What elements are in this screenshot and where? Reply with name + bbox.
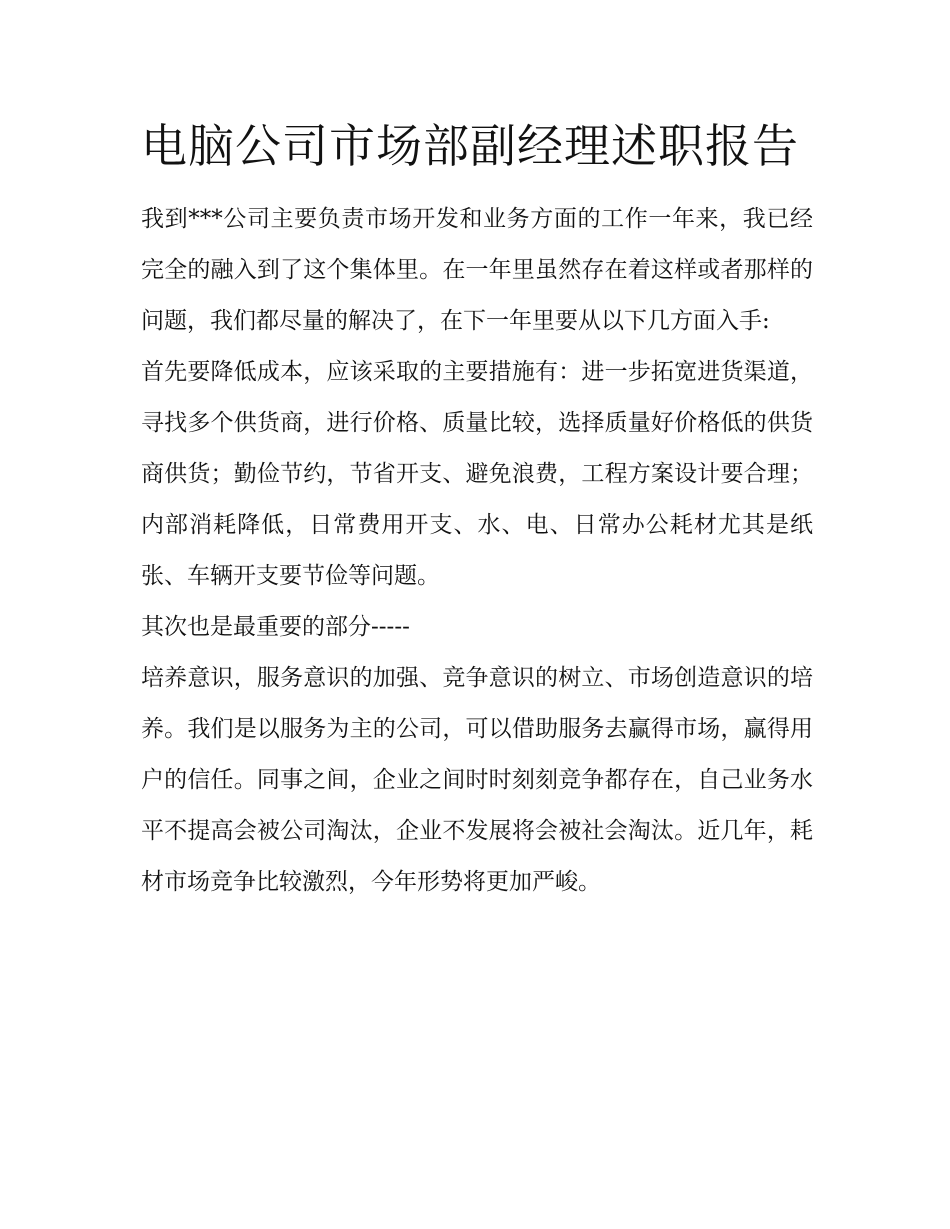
document-title: 电脑公司市场部副经理述职报告 [141, 119, 799, 173]
paragraph-awareness: 培养意识，服务意识的加强、竞争意识的树立、市场创造意识的培养。我们是以服务为主的公司，可以借助服务去赢得市场，赢得用户的信任。同事之间，企业之间时时刻刻竞争都存在，自己业务水平不提高会被公司淘汰，企业不发展将会被社会淘汰。近几年，耗材市场竞争比较激烈，今年形势将更加严峻。 [141, 665, 813, 895]
paragraph-intro: 我到***公司主要负责市场开发和业务方面的工作一年来，我已经完全的融入到了这个集体里。在一年里虽然存在着这样或者那样的问题，我们都尽量的解决了，在下一年里要从以下几方面入手: [141, 206, 813, 334]
document-page [141, 110, 813, 908]
paragraph-most-important: 其次也是最重要的部分----- [141, 614, 410, 640]
paragraph-reduce-costs: 首先要降低成本，应该采取的主要措施有：进一步拓宽进货渠道，寻找多个供货商，进行价格、质量比较，选择质量好价格低的供货商供货；勤俭节约，节省开支、避免浪费，工程方案设计要合理；内部消耗降低，日常费用开支、水、电、日常办公耗材尤其是纸张、车辆开支要节俭等问题。 [141, 359, 813, 589]
document-body [141, 194, 813, 908]
